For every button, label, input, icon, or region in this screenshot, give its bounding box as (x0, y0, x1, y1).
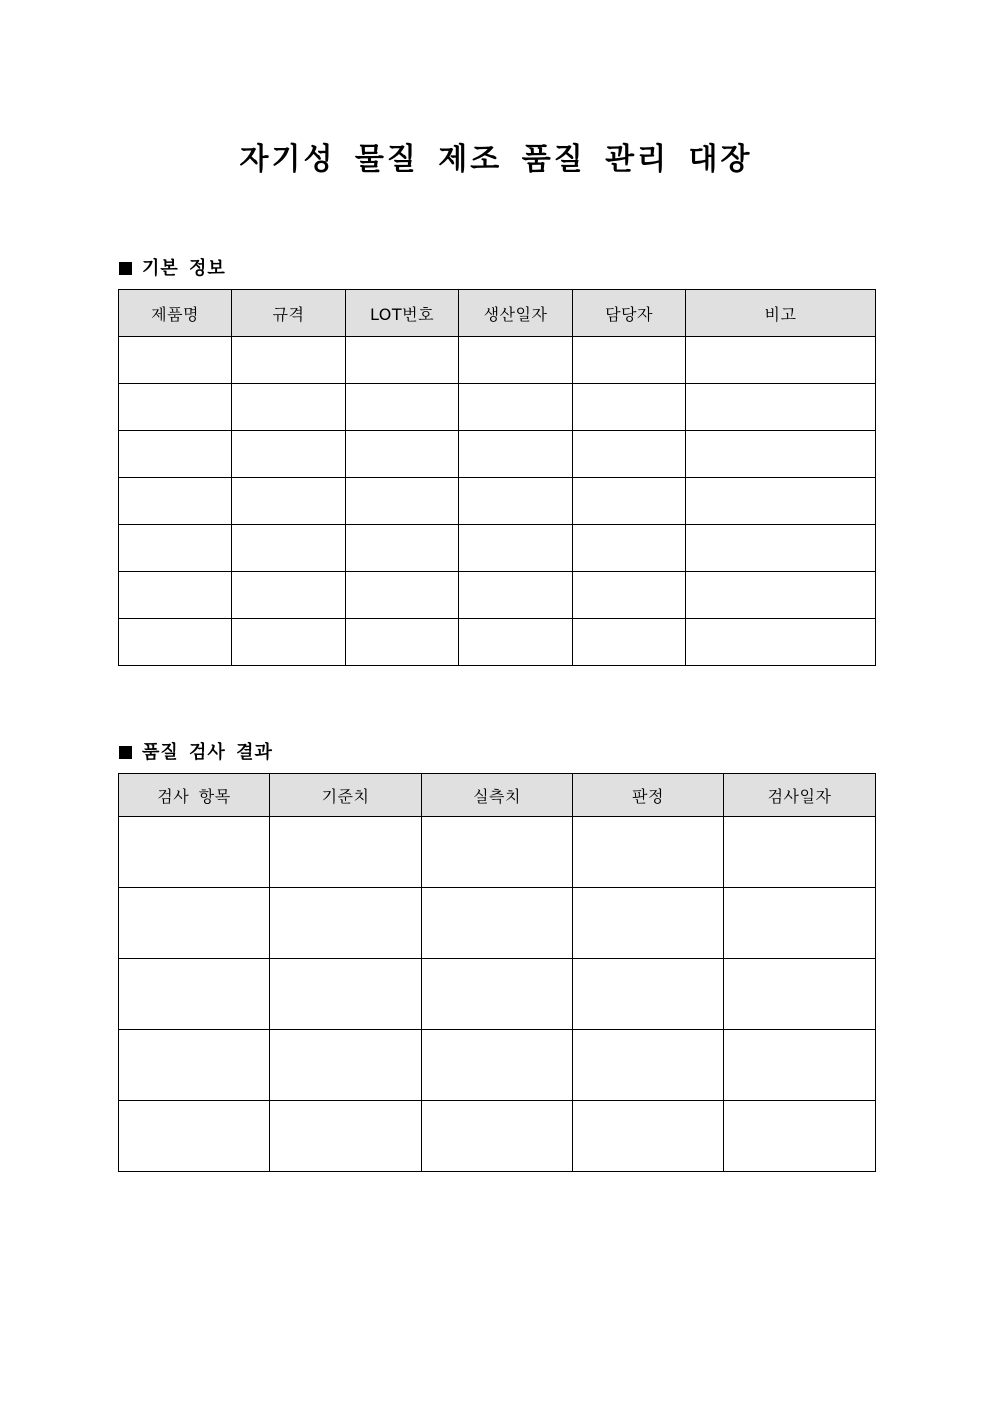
basic-info-cell[interactable] (232, 337, 346, 384)
quality-inspection-cell[interactable] (724, 1101, 876, 1172)
quality-inspection-cell[interactable] (119, 817, 270, 888)
basic-info-row (119, 337, 876, 384)
basic-info-row (119, 572, 876, 619)
basic-info-cell[interactable] (459, 337, 573, 384)
quality-inspection-column-header: 기준치 (270, 774, 422, 817)
quality-inspection-row (119, 817, 876, 888)
quality-inspection-cell[interactable] (724, 1030, 876, 1101)
quality-inspection-column-header: 실측치 (422, 774, 573, 817)
basic-info-row (119, 478, 876, 525)
square-bullet-icon (119, 262, 132, 275)
quality-inspection-cell[interactable] (724, 817, 876, 888)
quality-inspection-column-header: 검사일자 (724, 774, 876, 817)
quality-inspection-cell[interactable] (573, 888, 724, 959)
basic-info-column-header: 비고 (686, 290, 876, 337)
basic-info-cell[interactable] (119, 384, 232, 431)
basic-info-cell[interactable] (232, 431, 346, 478)
basic-info-row (119, 384, 876, 431)
basic-info-column-header: 제품명 (119, 290, 232, 337)
basic-info-cell[interactable] (119, 619, 232, 666)
quality-inspection-cell[interactable] (724, 959, 876, 1030)
basic-info-cell[interactable] (459, 431, 573, 478)
basic-info-cell[interactable] (573, 572, 686, 619)
quality-inspection-cell[interactable] (422, 817, 573, 888)
quality-inspection-row (119, 1101, 876, 1172)
basic-info-cell[interactable] (232, 525, 346, 572)
quality-inspection-column-header: 판정 (573, 774, 724, 817)
basic-info-heading-text: 기본 정보 (142, 258, 226, 279)
basic-info-cell[interactable] (346, 384, 459, 431)
basic-info-cell[interactable] (346, 619, 459, 666)
basic-info-cell[interactable] (573, 384, 686, 431)
quality-inspection-cell[interactable] (119, 1101, 270, 1172)
basic-info-cell[interactable] (232, 619, 346, 666)
basic-info-cell[interactable] (573, 337, 686, 384)
basic-info-table (118, 289, 876, 666)
basic-info-cell[interactable] (346, 525, 459, 572)
basic-info-row (119, 619, 876, 666)
basic-info-column-header: LOT번호 (346, 290, 459, 337)
basic-info-cell[interactable] (573, 431, 686, 478)
quality-inspection-table (118, 773, 876, 1172)
basic-info-cell[interactable] (119, 431, 232, 478)
basic-info-cell[interactable] (686, 431, 876, 478)
square-bullet-icon (119, 746, 132, 759)
basic-info-column-header: 생산일자 (459, 290, 573, 337)
quality-inspection-cell[interactable] (422, 888, 573, 959)
basic-info-column-header: 담당자 (573, 290, 686, 337)
basic-info-cell[interactable] (686, 337, 876, 384)
basic-info-cell[interactable] (346, 572, 459, 619)
quality-inspection-column-header: 검사 항목 (119, 774, 270, 817)
quality-inspection-cell[interactable] (422, 1030, 573, 1101)
basic-info-cell[interactable] (232, 384, 346, 431)
quality-inspection-cell[interactable] (270, 1101, 422, 1172)
quality-inspection-cell[interactable] (573, 1030, 724, 1101)
quality-inspection-cell[interactable] (119, 959, 270, 1030)
basic-info-header-row (119, 290, 876, 337)
basic-info-cell[interactable] (459, 619, 573, 666)
basic-info-cell[interactable] (686, 525, 876, 572)
basic-info-cell[interactable] (119, 525, 232, 572)
basic-info-cell[interactable] (232, 478, 346, 525)
basic-info-cell[interactable] (119, 572, 232, 619)
quality-inspection-cell[interactable] (270, 888, 422, 959)
quality-inspection-cell[interactable] (573, 1101, 724, 1172)
quality-inspection-cell[interactable] (270, 817, 422, 888)
basic-info-cell[interactable] (686, 384, 876, 431)
basic-info-cell[interactable] (459, 572, 573, 619)
quality-inspection-cell[interactable] (422, 1101, 573, 1172)
basic-info-cell[interactable] (686, 572, 876, 619)
basic-info-cell[interactable] (573, 525, 686, 572)
basic-info-column-header: 규격 (232, 290, 346, 337)
basic-info-cell[interactable] (346, 478, 459, 525)
basic-info-cell[interactable] (119, 337, 232, 384)
basic-info-cell[interactable] (573, 478, 686, 525)
basic-info-cell[interactable] (346, 337, 459, 384)
basic-info-heading (119, 254, 226, 280)
basic-info-cell[interactable] (346, 431, 459, 478)
quality-inspection-heading-text: 품질 검사 결과 (142, 742, 273, 763)
basic-info-cell[interactable] (686, 619, 876, 666)
basic-info-cell[interactable] (573, 619, 686, 666)
quality-inspection-row (119, 959, 876, 1030)
quality-inspection-cell[interactable] (422, 959, 573, 1030)
quality-inspection-cell[interactable] (724, 888, 876, 959)
basic-info-cell[interactable] (459, 384, 573, 431)
basic-info-cell[interactable] (459, 525, 573, 572)
document-title: 자기성 물질 제조 품질 관리 대장 (239, 142, 753, 177)
quality-inspection-cell[interactable] (119, 888, 270, 959)
basic-info-cell[interactable] (232, 572, 346, 619)
quality-inspection-row (119, 1030, 876, 1101)
basic-info-cell[interactable] (686, 478, 876, 525)
basic-info-cell[interactable] (119, 478, 232, 525)
quality-inspection-row (119, 888, 876, 959)
basic-info-cell[interactable] (459, 478, 573, 525)
quality-inspection-cell[interactable] (119, 1030, 270, 1101)
quality-inspection-cell[interactable] (573, 959, 724, 1030)
quality-inspection-cell[interactable] (270, 1030, 422, 1101)
quality-inspection-heading (119, 738, 273, 764)
quality-inspection-cell[interactable] (573, 817, 724, 888)
basic-info-row (119, 431, 876, 478)
quality-inspection-header-row (119, 774, 876, 817)
quality-inspection-cell[interactable] (270, 959, 422, 1030)
basic-info-row (119, 525, 876, 572)
